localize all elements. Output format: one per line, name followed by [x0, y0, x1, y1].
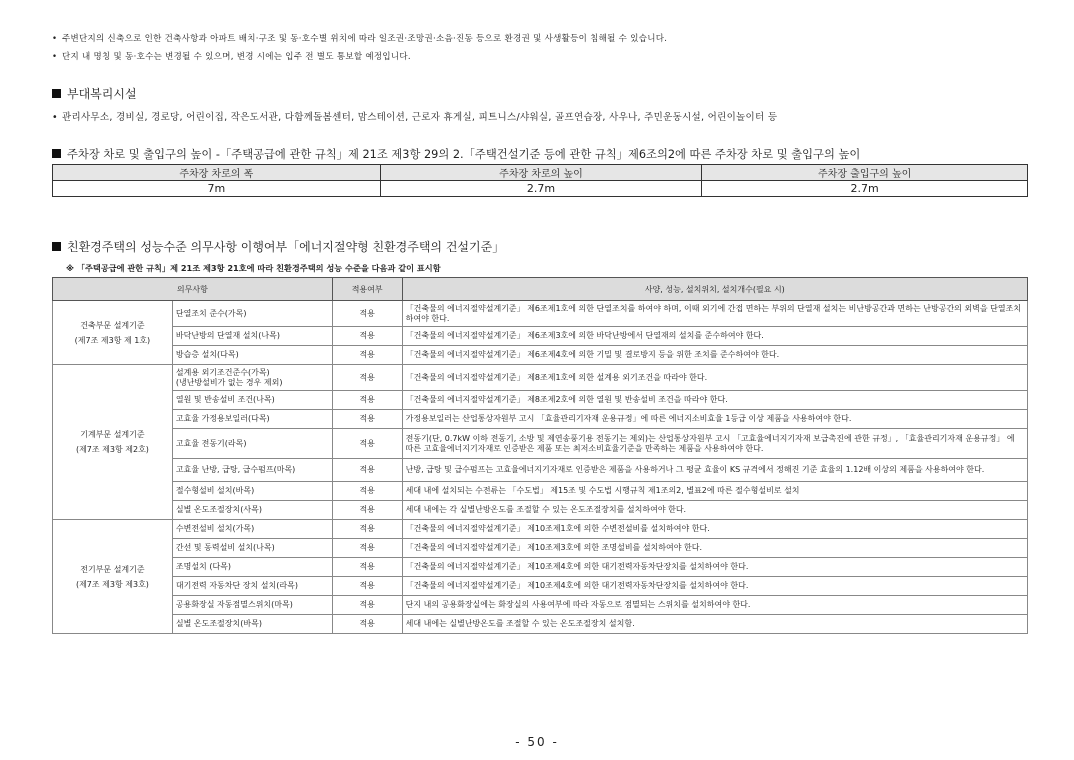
apply-status-cell: 적용	[332, 596, 402, 615]
apply-status-cell: 적용	[332, 520, 402, 539]
facilities-list: • 관리사무소, 경비실, 경로당, 어린이집, 작은도서관, 다함께돌봄센터, 맘스테이션, 근로자 휴게실, 피트니스/샤워실, 골프연습장, 사우나, 주민운동시설, 어린이놀이터 등	[52, 112, 778, 123]
group-name-line: 기계부문 설계기준	[80, 430, 145, 439]
group-name-cell	[53, 520, 173, 634]
spec-description-cell: 전동기(단, 0.7kW 이하 전동기, 소방 및 제연송풍기용 전동기는 제외)는 산업통상자원부 고시 「고효율에너지기자재 보급촉진에 관한 규정」, 「효율관리기자재 운용규정」 에 따른 고효율에너지기자재로 인증받은 제품 또는 최저소비효율기준을 만족하는 제품을 사용하여야 한다.	[402, 429, 1027, 459]
spec-description-cell: 「건축물의 에너지절약설계기준」 제6조제3호에 의한 바닥난방에서 단열재의 설치를 준수하여야 한다.	[402, 327, 1027, 346]
apply-status-cell: 적용	[332, 615, 402, 634]
duty-item-cell: 고효율 전동기(라목)	[172, 429, 332, 459]
duty-item-cell: 수변전설비 설치(가목)	[172, 520, 332, 539]
group-name-line: 건축부문 설계기준	[80, 320, 145, 330]
group-name-cell	[53, 301, 173, 365]
duty-item-cell: 열원 및 반송설비 조건(나목)	[172, 391, 332, 410]
duty-item-cell: 고효율 난방, 급탕, 급수펌프(마목)	[172, 459, 332, 482]
apply-status-cell: 적용	[332, 539, 402, 558]
notice-line-1: • 주변단지의 신축으로 인한 건축사항과 아파트 배치·구조 및 동·호수별 위치에 따라 일조권·조망권·소음·진동 등으로 환경권 및 사생활등이 침해될 수 있습니다.	[52, 34, 668, 44]
spec-description-cell: 「건축물의 에너지절약설계기준」 제6조제1호에 의한 단열조치를 하여야 하며, 이때 외기에 간접 면하는 부위의 단열재 설치는 비난방공간과 면하는 난방공간의 외벽을 단열조치하여야 한다.	[402, 301, 1027, 327]
table-row	[53, 410, 1028, 429]
apply-status-cell: 적용	[332, 558, 402, 577]
parking-header-height: 주차장 차로의 높이	[380, 165, 702, 181]
square-bullet-icon	[52, 149, 61, 158]
parking-table	[52, 164, 1028, 197]
table-row	[53, 501, 1028, 520]
spec-description-cell: 「건축물의 에너지절약설계기준」 제10조제3호에 의한 조명설비를 설치하여야 한다.	[402, 539, 1027, 558]
duty-item-cell: 고효율 가정용보일러(다목)	[172, 410, 332, 429]
duty-item-cell: 조명설치 (다목)	[172, 558, 332, 577]
parking-value-width: 7m	[53, 181, 381, 197]
parking-heading: 주차장 차로 및 출입구의 높이 -「주택공급에 관한 규칙」제 21조 제3항 29의 2.「주택건설기준 등에 관한 규칙」제6조의2에 따른 주차장 차로 및 출입구의 높이	[52, 146, 860, 162]
duty-item-cell: 대기전력 자동차단 장치 설치(라목)	[172, 577, 332, 596]
apply-status-cell: 적용	[332, 410, 402, 429]
duty-item-cell: 바닥난방의 단열재 설치(나목)	[172, 327, 332, 346]
table-row	[53, 615, 1028, 634]
table-row	[53, 459, 1028, 482]
apply-status-cell: 적용	[332, 301, 402, 327]
apply-status-cell: 적용	[332, 429, 402, 459]
spec-description-cell: 「건축물의 에너지절약설계기준」 제8조제2호에 의한 열원 및 반송설비 조건을 따라야 한다.	[402, 391, 1027, 410]
group-name-line: (제7조 제3항 제2호)	[75, 445, 149, 454]
duty-item-cell: 공용화장실 자동점멸스위치(마목)	[172, 596, 332, 615]
parking-value-entrance: 2.7m	[702, 181, 1028, 197]
apply-status-cell: 적용	[332, 501, 402, 520]
group-name-cell	[53, 365, 173, 520]
eco-header-apply: 적용여부	[332, 278, 402, 301]
spec-description-cell: 세대 내에 설치되는 수전류는 「수도법」 제15조 및 수도법 시행규칙 제1조의2, 별표2에 따른 절수형설비로 설치	[402, 482, 1027, 501]
eco-header-duty: 의무사항	[53, 278, 333, 301]
group-name-line: (제7조 제3항 제3호)	[75, 579, 149, 589]
table-row	[53, 327, 1028, 346]
eco-subnote: ※ 「주택공급에 관한 규칙」제 21조 제3항 21호에 따라 친환경주택의 성능 수준을 다음과 같이 표시함	[66, 263, 441, 273]
table-row	[53, 365, 1028, 391]
spec-description-cell: 「건축물의 에너지절약설계기준」 제6조제4호에 의한 기밀 및 결로방지 등을 위한 조치를 준수하여야 한다.	[402, 346, 1027, 365]
parking-value-height: 2.7m	[380, 181, 702, 197]
parking-header-entrance: 주차장 출입구의 높이	[702, 165, 1028, 181]
group-name-line: 전기부문 설계기준	[80, 564, 145, 574]
spec-description-cell: 단지 내의 공용화장실에는 화장실의 사용여부에 따라 자동으로 점멸되는 스위치를 설치하여야 한다.	[402, 596, 1027, 615]
table-row	[53, 346, 1028, 365]
eco-table	[52, 277, 1028, 634]
table-row	[53, 391, 1028, 410]
duty-item-cell: 간선 및 동력설비 설치(나목)	[172, 539, 332, 558]
table-row	[53, 577, 1028, 596]
spec-description-cell: 난방, 급탕 및 급수펌프는 고효율에너지기자재로 인증받은 제품을 사용하거나 그 평균 효율이 KS 규격에서 정해진 기준 효율의 1.12배 이상의 제품을 사용하여야 한다.	[402, 459, 1027, 482]
apply-status-cell: 적용	[332, 365, 402, 391]
table-row	[53, 596, 1028, 615]
apply-status-cell: 적용	[332, 346, 402, 365]
spec-description-cell: 「건축물의 에너지절약설계기준」 제8조제1호에 의한 설계용 외기조건을 따라야 한다.	[402, 365, 1027, 391]
spec-description-cell: 「건축물의 에너지절약설계기준」 제10조제1호에 의한 수변전설비를 설치하여야 한다.	[402, 520, 1027, 539]
table-row	[53, 558, 1028, 577]
apply-status-cell: 적용	[332, 391, 402, 410]
spec-description-cell: 「건축물의 에너지절약설계기준」 제10조제4호에 의한 대기전력자동차단장치를 설치하여야 한다.	[402, 577, 1027, 596]
apply-status-cell: 적용	[332, 327, 402, 346]
spec-description-cell: 세대 내에는 실별난방온도를 조절할 수 있는 온도조절장치 설치함.	[402, 615, 1027, 634]
apply-status-cell: 적용	[332, 577, 402, 596]
duty-item-cell: 실별 온도조절장치(바목)	[172, 615, 332, 634]
table-row	[53, 429, 1028, 459]
group-name-line: (제7조 제3항 제 1호)	[74, 335, 151, 345]
apply-status-cell: 적용	[332, 459, 402, 482]
spec-description-cell: 「건축물의 에너지절약설계기준」 제10조제4호에 의한 대기전력자동차단장치를 설치하여야 한다.	[402, 558, 1027, 577]
eco-header-spec: 사양, 성능, 설치위치, 설치개수(필요 시)	[402, 278, 1027, 301]
facilities-heading: 부대복리시설	[52, 85, 137, 102]
parking-header-width: 주차장 차로의 폭	[53, 165, 381, 181]
duty-item-cell: 실별 온도조절장치(사목)	[172, 501, 332, 520]
square-bullet-icon	[52, 242, 61, 251]
spec-description-cell: 가정용보일러는 산업통상자원부 고시 「효율관리기자재 운용규정」에 따른 에너지소비효율 1등급 이상 제품을 사용하여야 한다.	[402, 410, 1027, 429]
duty-item-cell: 방습층 설치(다목)	[172, 346, 332, 365]
duty-item-cell: 설계용 외기조건준수(가목) (냉난방설비가 없는 경우 제외)	[172, 365, 332, 391]
table-row	[53, 520, 1028, 539]
eco-heading: 친환경주택의 성능수준 의무사항 이행여부「에너지절약형 친환경주택의 건설기준」	[52, 238, 504, 255]
table-row	[53, 301, 1028, 327]
page-number: - 50 -	[515, 735, 559, 749]
apply-status-cell: 적용	[332, 482, 402, 501]
duty-item-cell: 절수형설비 설치(바목)	[172, 482, 332, 501]
table-row	[53, 539, 1028, 558]
square-bullet-icon	[52, 89, 61, 98]
table-row	[53, 482, 1028, 501]
notice-line-2: • 단지 내 명칭 및 동·호수는 변경될 수 있으며, 변경 시에는 입주 전 별도 통보할 예정입니다.	[52, 52, 411, 62]
duty-item-cell: 단열조치 준수(가목)	[172, 301, 332, 327]
spec-description-cell: 세대 내에는 각 실별난방온도를 조절할 수 있는 온도조절장치를 설치하여야 한다.	[402, 501, 1027, 520]
